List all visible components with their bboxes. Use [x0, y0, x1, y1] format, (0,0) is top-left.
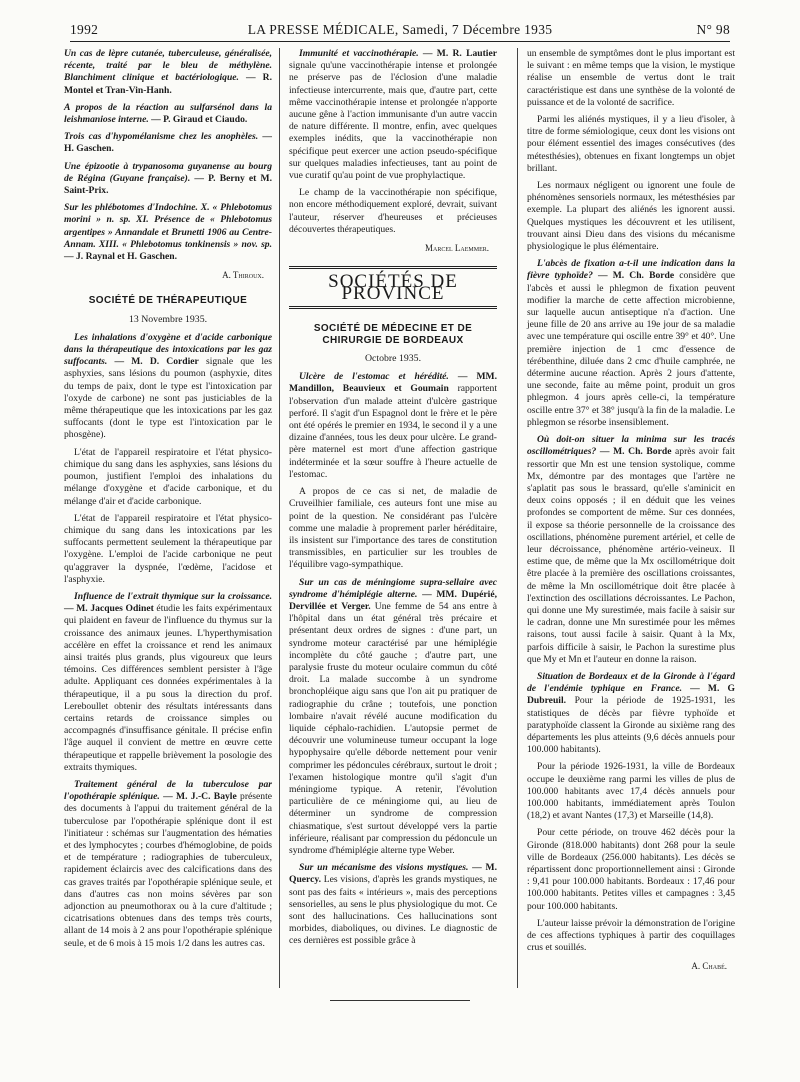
article-paragraph	[527, 258, 735, 429]
article-paragraph	[289, 577, 497, 858]
item-authors: — P. Berny et M. Saint-Prix.	[64, 172, 272, 197]
signature: A. Thiroux.	[222, 270, 264, 281]
article-text: signale que les asphyxies, sans lésions du poumon (asphyxie, dites du temps de paix, dont le type est l'intoxication par l'oxyde de carbone) ne sont pas justiciables de la même thérapeutique que les intoxications par les gaz suffocants (dont le type est l'intoxication par le phosgène).	[64, 356, 272, 441]
signature: A. Chabé.	[691, 961, 727, 972]
article-title: Sur un cas de méningiome supra-sellaire avec syndrome d'hémiplégie alterne.	[289, 576, 497, 600]
article-title: L'abcès de fixation a-t-il une indication dans la fièvre typhoïde?	[527, 258, 735, 282]
article-author: — M. Ch. Borde	[592, 270, 675, 282]
article-paragraph: Pour cette période, on trouve 462 décès pour la Gironde (818.000 habitants) dont 268 pour la seule ville de Bordeaux (256.000 habitants). Les décès se répartissent donc proportionnellement ainsi : Gironde : 9,41 pour 100.000 habitants. Bordeaux : 17,46 pour 100.000 habitants. Petites villes et campagnes : 3,45 pour 100.000 habitants.	[527, 827, 735, 912]
article-title: Influence de l'extrait thymique sur la croissance.	[74, 590, 272, 602]
article-title: Les inhalations d'oxygène et d'acide carbonique dans la thérapeutique des intoxications par les gaz suffocants.	[64, 331, 272, 368]
communication-item	[64, 202, 272, 263]
article-paragraph	[527, 671, 735, 756]
article-paragraph: un ensemble de symptômes dont le plus important est le suivant : en même temps que la vision, le mystique réalise un ensemble de vertus dont le trait caractéristique est dans une synthèse de la volonté de puissance et de la volonté de sacrifice.	[527, 48, 735, 108]
section-heading: SOCIÉTÉ DE MÉDECINE ET DE CHIRURGIE DE BORDEAUX	[313, 322, 473, 346]
article-author: — M. D. Cordier	[107, 356, 199, 368]
section-heading: SOCIÉTÉ DE THÉRAPEUTIQUE	[88, 295, 248, 307]
article-text: après avoir fait ressortir que Mn est une tension systolique, comme Mx, démontre par des montages que l'artère ne s'aplatit pas sous le brassard, qu'elle s'aminicit en deux coins opposés ; il en déduit que les veines profondes se comportent de même. Sur ces données, il expose sa théorie personnelle de la croissance des oscillations, phénomène purement artériel, et celle de leur décroissance, phénomène artério-veineux. Il estime que, de même que la Mx oscillométrique doit être placée à la première des oscillations croissantes, de même la Mn oscillométrique doit être placée à l'extinction des oscillations décroissantes. Le Pachon, qui donne une My surestimée, mais facile à saisir sur le cadran, donne une Mn surestimée pour les mêmes raisons, tout aussi facile à saisir. Quant à la Mx, parfois difficile à saisir, le Pachon la surestime plus que My et Mn et l'auteur en donne la raison.	[527, 446, 735, 665]
section-date: 13 Novembre 1935.	[128, 313, 208, 325]
item-title: Trois cas d'hypomélanisme chez les anophèles.	[64, 131, 259, 143]
article-author: — MM. Mandillon, Beauvieux et Goumain	[289, 371, 497, 395]
column-divider	[279, 48, 280, 988]
article-text: présente des documents à l'appui du traitement général de la tuberculose par l'opothérapie splénique dont il est l'initiateur : schémas sur l'augmentation des hématies et des lymphocytes ; courbes d'hémoglobine, de poids et de température ; radiographies de tuberculeux, rapidement éclaircis avec des calcifications dans des cas graves traités par l'opothérapie splénique seule, et dans d'autres cas non moins sévères par son adjonction au pneumothorax ou à la cure d'altitude ; cicatrisations obtenues dans des temps très courts, allant de 14 mois à 2 ans pour l'opothérapie splénique seule, et de 6 mois à 15 mois 1/2 dans les autres cas.	[64, 791, 272, 949]
article-text: Pour la période de 1925-1931, les statistiques de décès par fièvre typhoïde et paratyphoïde classent la Gironde au sixième rang des départements les plus atteints (9,6 décès annuels pour 100.000 habitants).	[527, 695, 735, 756]
article-author: — M. Quercy.	[289, 862, 497, 886]
column-divider	[517, 48, 518, 988]
article-author: — M. J.-C. Bayle	[159, 791, 237, 803]
article-author: — M. Jacques Odinet	[64, 603, 154, 615]
article-paragraph: L'état de l'appareil respiratoire et l'état physico-chimique du sang dans les asphyxies, sans lésions du poumon, justifient l'emploi des inhalations du mélange d'oxygène et d'acide carbonique, et du mélange d'air et d'acide carbonique.	[64, 446, 272, 507]
page-number: 1992	[70, 22, 99, 37]
issue-number: N° 98	[696, 22, 730, 37]
article-title: Immunité et vaccinothérapie.	[299, 48, 419, 59]
article-author: — M. R. Lautier	[418, 48, 497, 59]
article-text: Les visions, d'après les grands mystiques, ne sont pas des faits « intérieurs », mais des perceptions sensorielles, au sens le plus physiologique du mot. Ce sont des hallucinations. Ces hallucinations sont morbides, diaboliques, ou divines. Le diagnostic de ces dernières est possible grâce à	[289, 874, 497, 947]
item-authors: — J. Raynal et H. Gaschen.	[64, 251, 177, 263]
footer-rule	[330, 1000, 470, 1001]
communication-item	[64, 131, 272, 155]
article-paragraph: Parmi les aliénés mystiques, il y a lieu d'isoler, à titre de forme sémiologique, ceux dont les visions ont pour élément essentiel des images consécutives (des métesthésies), obtenues en fixant longtemps un objet brillant.	[527, 114, 735, 174]
article-paragraph	[64, 591, 272, 774]
article-paragraph	[64, 779, 272, 950]
communication-item	[64, 102, 272, 126]
item-authors: — H. Gaschen.	[64, 131, 272, 155]
article-paragraph: Le champ de la vaccinothérapie non spécifique, non encore méthodiquement exploré, devrait, suivant l'auteur, réserver d'heureuses et précieuses découvertes thérapeutiques.	[289, 187, 497, 235]
article-author: — M. Ch. Borde	[596, 446, 672, 458]
article-title: Traitement général de la tuberculose par l'opothérapie splénique.	[64, 778, 272, 803]
item-authors: — R. Montel et Tran-Vin-Hanh.	[64, 72, 272, 96]
item-title: Sur les phlébotomes d'Indochine. X. « Phlebotomus morini » n. sp. XI. Présence de « Phlebotomus argentipes » Annandale et Brunetti 1906 au Centre-Annam. XIII. « Phlebotomus tonkinensis » nov. sp.	[64, 202, 272, 250]
section-date: Octobre 1935.	[364, 353, 422, 365]
article-paragraph: L'auteur laisse prévoir la démonstration de l'origine de ces affections typhiques à partir des coquillages crus et souillés.	[527, 917, 735, 954]
article-paragraph	[289, 48, 497, 182]
article-paragraph: Pour la période 1926-1931, la ville de Bordeaux occupe le deuxième rang parmi les villes de plus de 100.000 habitants avec 17,4 décès annuels pour 100.000 habitants, immédiatement après Toulon (18,2) et avant Nantes (17,3) et Marseille (14,8).	[527, 761, 735, 822]
article-paragraph	[64, 332, 272, 442]
section-banner: SOCIÉTÉS DE PROVINCE	[289, 266, 497, 308]
article-title: Où doit-on situer la minima sur les tracés oscillométriques?	[527, 434, 735, 458]
article-text: rapportent l'observation d'un malade atteint d'ulcère gastrique perforé. Il s'agit d'un Espagnol dont le frère et le père ont été opérés le premier en 1934, le second il y a une dizaine d'années, tous les deux pour ulcère. Le grand-père maternel est mort d'une affection gastrique indéterminée et la sœur souffre à l'heure actuelle de l'estomac.	[289, 383, 497, 480]
signature: Marcel Laemmer.	[424, 243, 489, 254]
article-paragraph	[527, 434, 735, 666]
communication-item	[64, 48, 272, 97]
article-title: Sur un mécanisme des visions mystiques.	[299, 862, 469, 874]
item-title: Une épizootie à trypanosoma guyanense au bourg de Régina (Guyane française).	[64, 160, 272, 184]
column-3	[527, 48, 735, 981]
article-text: considère que l'abcès et aussi le phlegmon de fixation peuvent modifier la marche de cette affection microbienne, sur laquelle aucun antiseptique n'a d'action. Une jeune fille de 20 ans arrive au 19e jour de sa maladie avec une température qui oscille entre 39° et 40°. Une première injection de 1 cmc d'essence de térébenthine, diluée dans 2 cmc d'huile camphrée, ne détermine aucune réaction. Après 2 jours d'attente, une seconde, faite au même point, produit un gros phlegmon. 4 jours après celle-ci, la température oscille entre 37° et 38° jusqu'à la fin de la maladie. Le phlegmon se résorbe insensiblement.	[527, 270, 735, 428]
article-text: étudie les faits expérimentaux qui plaident en faveur de l'influence du thymus sur la croissance des animaux jeunes. L'hyperthymisation accélère en effet la croissance et rend les animaux ainsi traités plus grands, plus vigoureux que leurs témoins. Ces différences semblent persister à l'âge adulte. Appliquant ces données expérimentales à la thérapeutique, il a pu sous la direction du prof. Lereboullet obtenir des résultats intéressants dans certains retards de croissance simples ou accompagnés d'insuffisance génitale. Il précise enfin l'âge auquel il convient de mettre en œuvre cette thérapeutique et rappelle brièvement la posologie des extraits thymiques.	[64, 603, 273, 773]
article-paragraph: Les normaux négligent ou ignorent une foule de phénomènes sensoriels normaux, les métesthésies par exemple. La plupart des aliénés les ignorent aussi. Quelques mystiques les découvrent et les utilisent, trouvant ainsi Dieu dans des visions du mécanisme physiologique le plus élémentaire.	[527, 180, 735, 253]
article-paragraph	[289, 371, 497, 481]
item-authors: — P. Giraud et Ciaudo.	[148, 114, 248, 126]
column-1	[64, 48, 272, 955]
item-title: A propos de la réaction au sulfarsénol dans la leishmaniose interne.	[64, 101, 272, 126]
article-title: Ulcère de l'estomac et hérédité.	[299, 371, 449, 383]
article-author: — M. G Dubreuil.	[527, 683, 735, 707]
communication-item	[64, 161, 272, 198]
article-text: Une femme de 54 ans entre à l'hôpital dans un état général très précaire et présentant deux ordres de signes : d'une part, un syndrome moteur caractérisé par une hémiplégie incomplète du côté gauche ; d'autre part, une paralysie fruste du moteur oculaire commun du côté droit. La malade succombe à un syndrome bronchopléique aigu sans que l'on ait pu pratiquer de radiographie du crâne ; toutefois, une ponction lombaire n'avait révélé aucune modification du liquide céphalo-rachidien. L'autopsie permet de découvrir une volumineuse tumeur occupant la loge hypophysaire qu'elle déborde nettement pour venir comprimer les pédoncules cérébraux, surtout le droit ; l'examen histologique montre qu'il s'agit d'un méningiome typique. A retenir, l'évolution particulière de ce méningiome qui, au lieu de déterminer un syndrome de compression chiasmatique, s'est surtout développé vers la partie inférieure, réalisant par compression du pédoncule un syndrome d'hémiplégie alterne type Weber.	[289, 600, 497, 856]
journal-title: LA PRESSE MÉDICALE, Samedi, 7 Décembre 1935	[247, 22, 553, 37]
article-paragraph	[289, 862, 497, 947]
article-paragraph: A propos de ce cas si net, de maladie de Cruveilhier familiale, ces auteurs font une mise au point de la question. Ne considérant pas l'ulcère comme une maladie à proprement parler héréditaire, ils insistent sur l'importance des tares de constitution transmissibles, en particulier sur les troubles de l'équilibre vago-sympathique.	[289, 486, 497, 571]
column-2	[289, 48, 497, 953]
article-paragraph: L'état de l'appareil respiratoire et l'état physico-chimique du sang dans les intoxications par les suffocants permettent seulement la thérapeutique par l'oxygène. L'emploi de l'acide carbonique ne peut qu'aggraver la dyspnée, l'œdème, l'acidose et l'asphyxie.	[64, 512, 272, 585]
item-title: Un cas de lèpre cutanée, tuberculeuse, généralisée, récente, traité par le bleu de méthylène. Blanchiment clinique et bactériologique.	[64, 48, 272, 84]
article-title: Situation de Bordeaux et de la Gironde à l'égard de l'endémie typhique en France.	[527, 670, 735, 695]
article-author: — MM. Dupérié, Dervillée et Verger.	[289, 588, 497, 612]
article-text: signale qu'une vaccinothérapie intense et prolongée ne préserve pas de l'éclosion d'une maladie infectieuse intercurrente, mais que, d'autre part, cette même vaccinothérapie intense et prolongée n'apporte aucune gêne à l'action immunisante d'un autre vaccin de nature différente. Il montre, enfin, avec quelques exemples inédits, que la vaccinothérapie non spécifique peut exercer une action pseudo-spécifique sur quelques maladies infectieuses, tant au point de vue curatif qu'au point de vue prophylactique.	[289, 60, 497, 182]
header-rule	[70, 41, 730, 42]
